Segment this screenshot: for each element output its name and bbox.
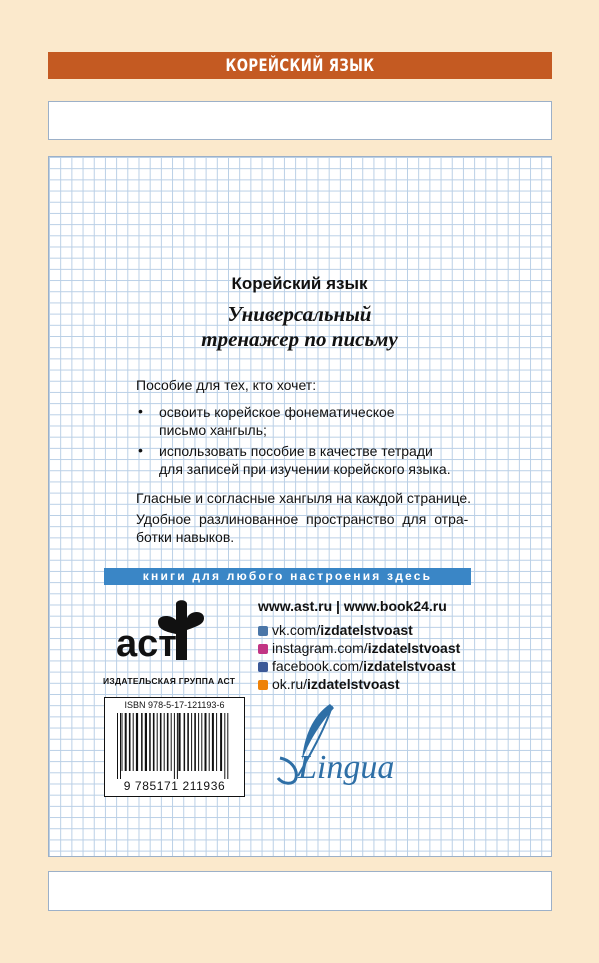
isbn-barcode-box bbox=[104, 697, 245, 797]
description-para2-line2: ботки навыков. bbox=[136, 529, 235, 545]
description-para1: Гласные и согласные хангыля на каждой странице. bbox=[136, 490, 471, 506]
barcode-bar bbox=[212, 713, 214, 771]
odnoklassniki-icon bbox=[258, 680, 268, 690]
spine-banner bbox=[48, 52, 552, 79]
isbn-label: ISBN 978-5-17-121193-6 bbox=[124, 700, 225, 710]
bullet-2-line2: для записей при изучении корейского языка. bbox=[159, 461, 451, 477]
barcode-icon bbox=[115, 713, 235, 779]
barcode-bar bbox=[201, 713, 202, 771]
facebook-icon bbox=[258, 662, 268, 672]
bottom-blank-box bbox=[48, 871, 552, 911]
barcode-bar bbox=[209, 713, 210, 771]
social-handle: izdatelstvoast bbox=[367, 640, 461, 656]
barcode-bar bbox=[178, 713, 180, 771]
bullet-dot: • bbox=[138, 442, 143, 458]
barcode-bar bbox=[141, 713, 143, 771]
barcode-bar bbox=[224, 713, 225, 779]
barcode-bar bbox=[171, 713, 172, 771]
top-blank-box bbox=[48, 101, 552, 140]
description-intro: Пособие для тех, кто хочет: bbox=[136, 377, 317, 393]
description-para2-line1: Удобное разлинованное пространство для отра- bbox=[136, 511, 469, 527]
barcode-bar bbox=[145, 713, 147, 771]
barcode-bar bbox=[160, 713, 162, 771]
social-prefix: vk.com/ bbox=[272, 622, 321, 638]
barcode-bar bbox=[157, 713, 158, 771]
barcode-bar bbox=[187, 713, 189, 771]
barcode-bar bbox=[194, 713, 196, 771]
social-handle: izdatelstvoast bbox=[307, 676, 400, 692]
barcode-bar bbox=[167, 713, 169, 771]
tagline-text: книги для любого настроения здесь bbox=[142, 569, 433, 583]
bullet-2-line1: использовать пособие в качестве тетради bbox=[159, 443, 433, 459]
instagram-icon bbox=[258, 644, 268, 654]
social-handle: izdatelstvoast bbox=[320, 622, 413, 638]
barcode-bar bbox=[133, 713, 134, 771]
barcode-bar bbox=[184, 713, 186, 771]
social-prefix: ok.ru/ bbox=[272, 676, 308, 692]
barcode-bar bbox=[122, 713, 123, 771]
social-prefix: instagram.com/ bbox=[272, 640, 368, 656]
barcode-bar bbox=[205, 713, 207, 771]
publisher-sites: www.ast.ru | www.book24.ru bbox=[258, 598, 447, 614]
social-links bbox=[258, 622, 488, 702]
barcode-bar bbox=[136, 713, 138, 771]
barcode-bar bbox=[129, 713, 131, 771]
barcode-bar bbox=[164, 713, 165, 771]
barcode-bar bbox=[216, 713, 217, 771]
barcode-bar bbox=[125, 713, 127, 771]
lingua-logo-text: Lingua bbox=[298, 749, 395, 786]
social-prefix: facebook.com/ bbox=[272, 658, 364, 674]
barcode-bar bbox=[174, 713, 175, 779]
barcode-bar bbox=[149, 713, 151, 771]
ast-caption: ИЗДАТЕЛЬСКАЯ ГРУППА АСТ bbox=[103, 676, 236, 686]
barcode-bar bbox=[198, 713, 199, 771]
barcode-bar bbox=[120, 713, 121, 779]
ast-logo-icon bbox=[112, 598, 222, 668]
book-subject: Корейский язык bbox=[231, 274, 368, 293]
bullet-dot: • bbox=[138, 403, 143, 419]
barcode-bar bbox=[117, 713, 118, 779]
book-title-line2: тренажер по письму bbox=[201, 327, 398, 351]
barcode-bar bbox=[220, 713, 222, 771]
bullet-1-line2: письмо хангыль; bbox=[159, 422, 267, 438]
bullet-1-line1: освоить корейское фонематическое bbox=[159, 404, 395, 420]
book-title-line1: Универсальный bbox=[227, 302, 372, 326]
tagline-bar bbox=[104, 568, 471, 585]
social-handle: izdatelstvoast bbox=[363, 658, 456, 674]
lingua-logo-icon bbox=[268, 698, 428, 790]
ast-logo-text: аст bbox=[116, 623, 177, 665]
barcode-bar bbox=[177, 713, 178, 779]
vk-icon bbox=[258, 626, 268, 636]
barcode-bar bbox=[191, 713, 192, 771]
barcode-bar bbox=[153, 713, 155, 771]
barcode-bar bbox=[227, 713, 228, 779]
isbn-digits: 9 785171 211936 bbox=[123, 779, 226, 793]
banner-title: КОРЕЙСКИЙ ЯЗЫК bbox=[225, 56, 375, 76]
